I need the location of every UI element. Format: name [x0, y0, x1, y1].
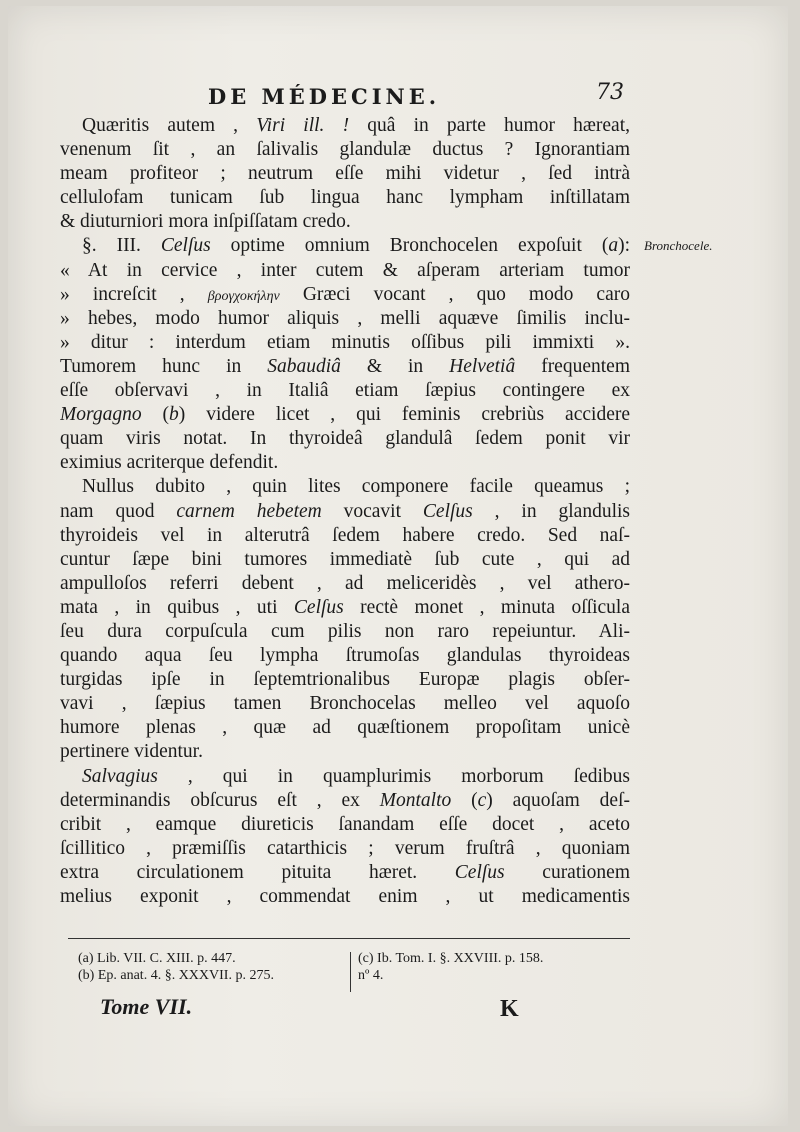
text-line — [60, 355, 630, 379]
text-segment: melius exponit , commendat enim , ut medicamentis — [60, 886, 630, 907]
text-line — [60, 861, 630, 885]
text-segment: extra circulationem pituita hæret. — [60, 861, 455, 883]
text-segment: ( — [451, 789, 478, 811]
italic-segment: Celſus — [293, 596, 344, 618]
italic-segment: Helvetiâ — [449, 355, 516, 377]
footnote-c-cont: nº 4. — [358, 968, 384, 983]
text-segment: ) videre licet , qui feminis crebriùs accidere — [178, 404, 630, 426]
text-line — [60, 716, 630, 740]
footnote-a: (a) Lib. VII. C. XIII. p. 447. — [78, 951, 236, 966]
text-line — [60, 813, 630, 837]
text-segment: quam viris notat. In thyroideâ glandulâ ſedem ponit vir — [60, 428, 630, 450]
italic-segment: c — [477, 789, 487, 811]
text-line — [60, 668, 630, 692]
margin-note: Bronchocele. — [644, 238, 713, 253]
book-page — [8, 6, 788, 1126]
text-segment: , qui in quamplurimis morborum ſedibus — [157, 765, 630, 787]
text-segment: « At in cervice , inter cutem & aſperam arteriam tumor — [60, 259, 630, 281]
text-line — [60, 403, 630, 427]
text-line — [60, 572, 630, 596]
text-line — [60, 259, 630, 283]
text-segment: quâ in parte humor hæreat, — [349, 115, 630, 136]
text-line — [60, 837, 630, 861]
italic-segment: Montalto — [379, 789, 452, 811]
text-line — [60, 789, 630, 813]
text-line — [60, 548, 630, 572]
text-segment: Græci vocant , quo modo caro — [279, 283, 630, 305]
italic-segment: a — [608, 235, 619, 257]
text-line — [60, 186, 630, 210]
italic-segment: carnem hebetem — [176, 500, 322, 522]
text-segment: & diuturniori mora inſpiſſatam credo. — [60, 211, 351, 233]
footnote-divider — [350, 952, 351, 992]
text-line — [60, 162, 630, 186]
text-line — [60, 475, 630, 499]
text-segment: venenum ſit , an ſalivalis glandulæ ductus ? Ignorantiam — [60, 139, 630, 161]
text-segment: curationem — [504, 861, 630, 883]
text-line — [60, 885, 630, 909]
text-segment: meam profiteor ; neutrum eſſe mihi videtur , ſed intrà — [60, 163, 630, 185]
text-segment: eximius acriterque defendit. — [60, 452, 279, 474]
footnote-rule — [68, 938, 630, 939]
text-segment: Nullus dubito , quin lites componere facile queamus ; — [82, 476, 630, 498]
italic-segment: Sabaudiâ — [267, 355, 341, 377]
text-line — [60, 451, 630, 475]
text-segment: vocavit — [321, 500, 423, 522]
text-segment: ) aquoſam deſ- — [486, 789, 630, 811]
text-line — [60, 138, 630, 162]
text-segment: humore plenas , quæ ad quæſtionem propoſitam unicè — [60, 717, 630, 739]
text-line — [60, 114, 630, 138]
text-segment: Tumorem hunc in — [60, 355, 268, 377]
italic-segment: Celſus — [422, 500, 473, 522]
text-line — [60, 283, 630, 307]
text-segment: cribit , eamque diureticis ſanandam eſſe docet , aceto — [60, 813, 630, 835]
text-segment: ( — [141, 404, 170, 426]
text-segment: rectè monet , minuta oſſicula — [343, 596, 630, 618]
text-segment: vavi , ſæpius tamen Bronchocelas melleo vel aquoſo — [60, 693, 630, 715]
body-text — [60, 114, 630, 909]
text-line — [60, 234, 630, 258]
italic-segment: Salvagius — [82, 765, 158, 787]
italic-segment: Viri ill. ! — [256, 115, 350, 136]
text-segment: quando aqua ſeu lympha ſtrumoſas glandulas thyroideas — [60, 645, 630, 667]
text-segment: optime omnium Bronchocelen expoſuit ( — [210, 235, 609, 257]
text-segment: ſcillitico , præmiſſis catarthicis ; verum fruſtrâ , quoniam — [60, 837, 630, 859]
text-segment: determinandis obſcurus eſt , ex — [60, 789, 380, 811]
text-line — [60, 740, 630, 764]
text-segment: ): — [618, 235, 630, 257]
gathering-mark: K — [500, 996, 519, 1022]
text-segment: turgidas ipſe in ſeptemtrionalibus Europæ plagis obſer- — [60, 669, 630, 691]
running-head: DE MÉDECINE. — [208, 84, 441, 109]
text-segment: , in glandulis — [472, 500, 630, 522]
text-segment: thyroideis vel in alterutrâ ſedem habere credo. Sed naſ- — [60, 524, 630, 546]
text-segment: eſſe obſervavi , in Italiâ etiam ſæpius contingere ex — [60, 380, 630, 402]
text-line — [60, 427, 630, 451]
italic-segment: Morgagno — [60, 404, 142, 426]
text-line — [60, 644, 630, 668]
text-segment: §. III. — [82, 235, 161, 257]
italic-segment: Celſus — [454, 861, 505, 883]
text-line — [60, 210, 630, 234]
italic-segment: b — [169, 404, 179, 426]
text-line — [60, 379, 630, 403]
volume-signature: Tome VII. — [100, 994, 193, 1019]
text-segment: cuntur ſæpe bini tumores immediatè ſub cute , qui ad — [60, 548, 630, 570]
text-line — [60, 692, 630, 716]
text-line — [60, 500, 630, 524]
text-segment: » hebes, modo humor aliquis , melli aquæve ſimilis inclu- — [60, 307, 630, 329]
text-segment: & in — [340, 355, 450, 377]
greek-word: βρογχοκήλην — [207, 288, 280, 304]
page-number: 73 — [596, 80, 624, 105]
footnotes-right — [358, 950, 630, 984]
text-line — [60, 765, 630, 789]
text-segment: » increſcit , — [60, 283, 208, 305]
text-segment: » ditur : interdum etiam minutis oſſibus pili immixti ». — [60, 331, 630, 353]
text-segment: mata , in quibus , uti — [60, 596, 294, 618]
text-line — [60, 596, 630, 620]
text-segment: Quæritis autem , — [82, 115, 257, 136]
text-segment: ſeu dura corpuſcula cum pilis non raro repeiuntur. Ali- — [60, 620, 630, 642]
text-segment: frequentem — [515, 355, 630, 377]
text-line — [60, 307, 630, 331]
text-segment: nam quod — [60, 500, 177, 522]
text-line — [60, 331, 630, 355]
text-segment: ampulloſos referri debent , ad meliceridès , vel athero- — [60, 572, 630, 594]
italic-segment: Celſus — [160, 235, 211, 257]
text-line — [60, 620, 630, 644]
text-line — [60, 524, 630, 548]
text-segment: cellulofam tunicam ſub lingua hanc lympham inſtillatam — [60, 187, 630, 209]
footnote-c: (c) Ib. Tom. I. §. XXVIII. p. 158. — [358, 951, 544, 966]
footnotes-left — [78, 950, 340, 984]
text-segment: pertinere videntur. — [60, 741, 203, 763]
footnote-b: (b) Ep. anat. 4. §. XXXVII. p. 275. — [78, 968, 274, 983]
